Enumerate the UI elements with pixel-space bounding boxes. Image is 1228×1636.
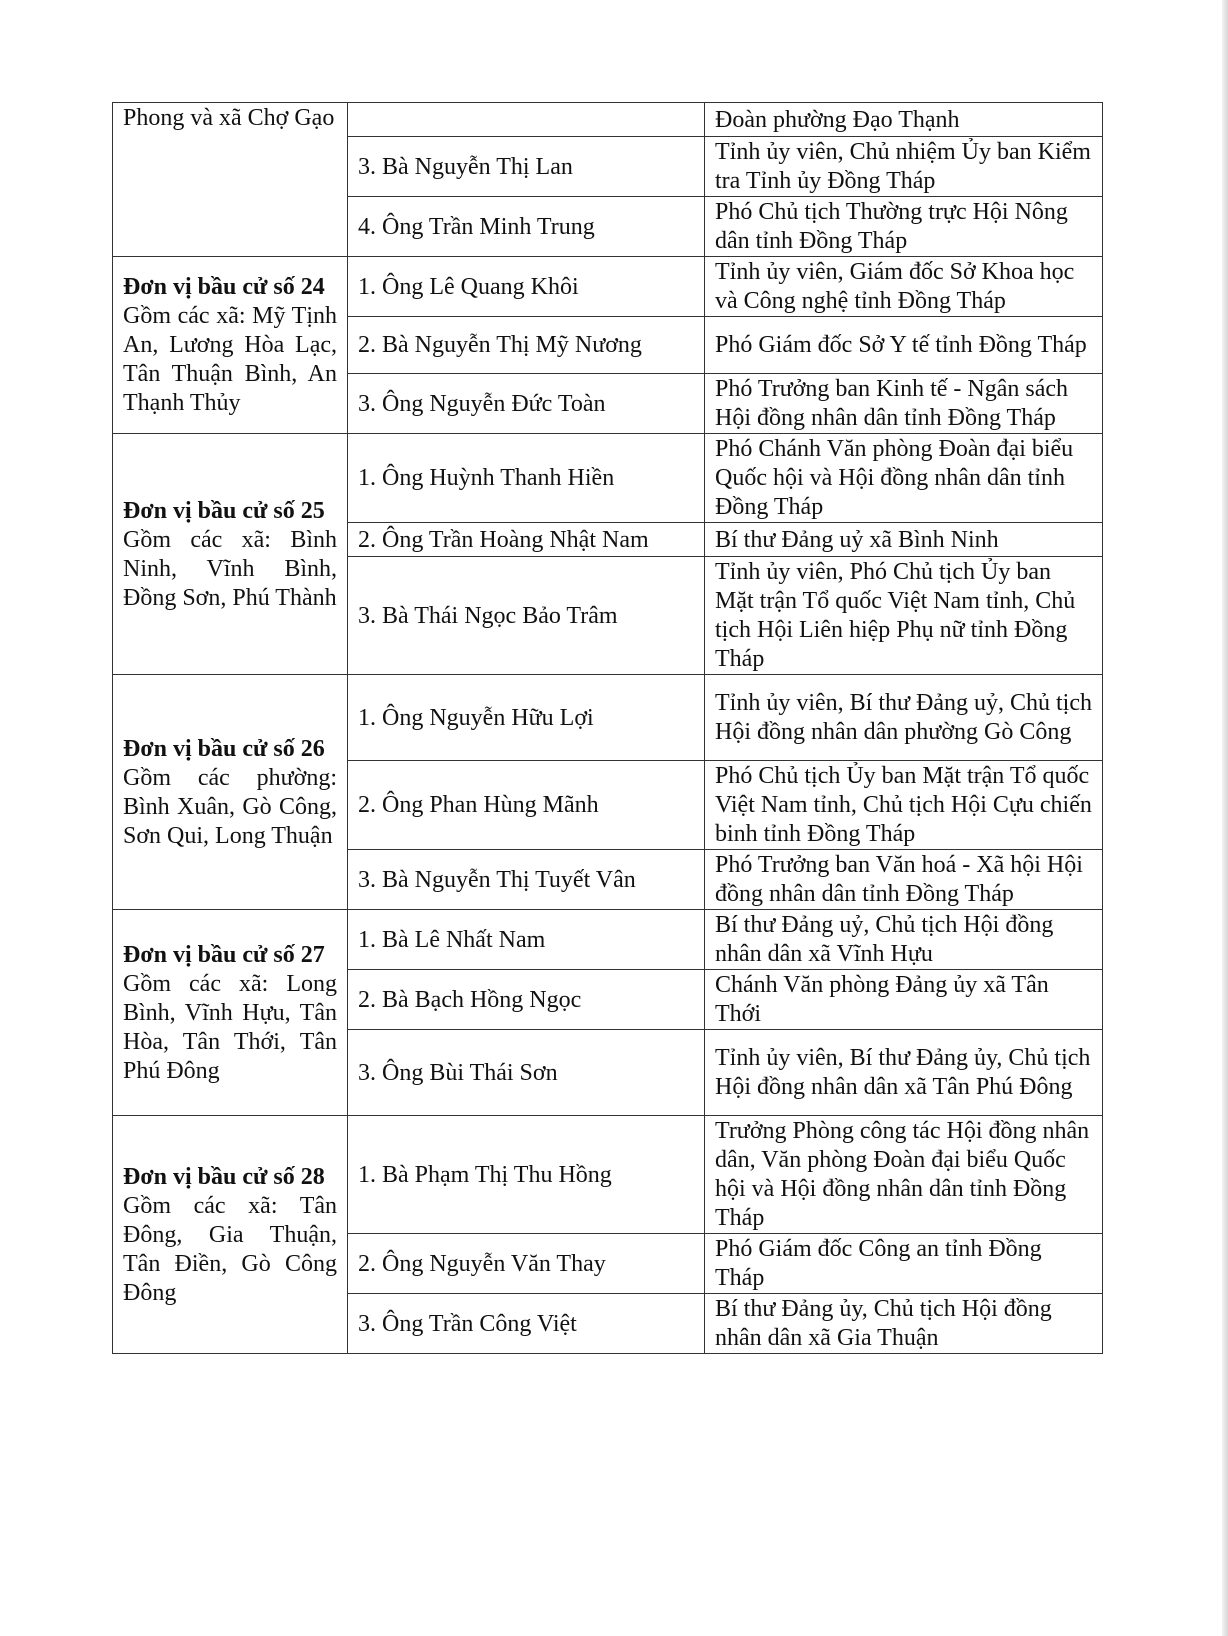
table-row — [113, 1116, 1103, 1234]
candidate-position: Phó Chủ tịch Thường trực Hội Nông dân tỉnh Đồng Tháp — [705, 197, 1103, 257]
constituency-description: Gồm các xã: Tân Đông, Gia Thuận, Tân Điền, Gò Công Đông — [123, 1192, 337, 1306]
candidate-name: 3. Bà Nguyễn Thị Lan — [348, 137, 705, 197]
candidate-position: Phó Chánh Văn phòng Đoàn đại biểu Quốc hội và Hội đồng nhân dân tỉnh Đồng Tháp — [705, 434, 1103, 523]
constituency-description: Phong và xã Chợ Gạo — [123, 105, 335, 131]
candidate-position: Bí thư Đảng ủy, Chủ tịch Hội đồng nhân dân xã Gia Thuận — [705, 1294, 1103, 1354]
candidate-name: 3. Ông Nguyễn Đức Toàn — [348, 374, 705, 434]
constituency-description: Gồm các xã: Bình Ninh, Vĩnh Bình, Đồng Sơn, Phú Thành — [123, 526, 337, 611]
constituency-title: Đơn vị bầu cử số 24 — [123, 274, 325, 300]
constituency-cell — [113, 675, 348, 910]
constituency-description: Gồm các phường: Bình Xuân, Gò Công, Sơn Qui, Long Thuận — [123, 764, 337, 849]
table-row — [113, 675, 1103, 761]
candidate-name: 2. Ông Trần Hoàng Nhật Nam — [348, 523, 705, 557]
candidate-position: Tỉnh ủy viên, Phó Chủ tịch Ủy ban Mặt trận Tổ quốc Việt Nam tỉnh, Chủ tịch Hội Liên hiệp Phụ nữ tỉnh Đồng Tháp — [705, 557, 1103, 675]
candidate-name: 1. Bà Lê Nhất Nam — [348, 910, 705, 970]
candidate-name: 1. Bà Phạm Thị Thu Hồng — [348, 1116, 705, 1234]
constituency-title: Đơn vị bầu cử số 27 — [123, 941, 325, 968]
candidate-position: Phó Chủ tịch Ủy ban Mặt trận Tổ quốc Việt Nam tỉnh, Chủ tịch Hội Cựu chiến binh tỉnh Đồng Tháp — [705, 761, 1103, 850]
candidate-position: Phó Giám đốc Sở Y tế tỉnh Đồng Tháp — [705, 317, 1103, 374]
constituency-title: Đơn vị bầu cử số 25 — [123, 497, 325, 524]
constituency-title: Đơn vị bầu cử số 28 — [123, 1163, 325, 1190]
candidate-position: Đoàn phường Đạo Thạnh — [705, 103, 1103, 137]
candidate-name: 1. Ông Huỳnh Thanh Hiền — [348, 434, 705, 523]
candidate-name — [348, 103, 705, 137]
constituency-cell — [113, 103, 348, 257]
candidate-name: 2. Ông Phan Hùng Mãnh — [348, 761, 705, 850]
table-row — [113, 257, 1103, 317]
candidate-name: 3. Bà Nguyễn Thị Tuyết Vân — [348, 850, 705, 910]
candidate-name: 1. Ông Nguyễn Hữu Lợi — [348, 675, 705, 761]
candidate-position: Bí thư Đảng uỷ, Chủ tịch Hội đồng nhân dân xã Vĩnh Hựu — [705, 910, 1103, 970]
candidate-name: 3. Ông Trần Công Việt — [348, 1294, 705, 1354]
constituency-cell — [113, 1116, 348, 1354]
candidate-name: 2. Ông Nguyễn Văn Thay — [348, 1234, 705, 1294]
constituency-description: Gồm các xã: Mỹ Tịnh An, Lương Hòa Lạc, Tân Thuận Bình, An Thạnh Thủy — [123, 303, 337, 416]
candidate-name: 1. Ông Lê Quang Khôi — [348, 257, 705, 317]
candidate-position: Phó Trưởng ban Văn hoá - Xã hội Hội đồng nhân dân tỉnh Đồng Tháp — [705, 850, 1103, 910]
candidate-name: 2. Bà Nguyễn Thị Mỹ Nương — [348, 317, 705, 374]
table-row — [113, 910, 1103, 970]
constituency-title: Đơn vị bầu cử số 26 — [123, 735, 325, 762]
constituency-cell — [113, 910, 348, 1116]
candidate-position: Trưởng Phòng công tác Hội đồng nhân dân, Văn phòng Đoàn đại biểu Quốc hội và Hội đồng nhân dân tỉnh Đồng Tháp — [705, 1116, 1103, 1234]
candidate-position: Chánh Văn phòng Đảng ủy xã Tân Thới — [705, 970, 1103, 1030]
candidate-name: 3. Bà Thái Ngọc Bảo Trâm — [348, 557, 705, 675]
table-row — [113, 103, 1103, 137]
constituency-description: Gồm các xã: Long Bình, Vĩnh Hựu, Tân Hòa, Tân Thới, Tân Phú Đông — [123, 970, 337, 1084]
candidate-name: 3. Ông Bùi Thái Sơn — [348, 1030, 705, 1116]
page-edge-shadow — [1222, 0, 1228, 1636]
candidate-position: Tỉnh ủy viên, Bí thư Đảng ủy, Chủ tịch Hội đồng nhân dân xã Tân Phú Đông — [705, 1030, 1103, 1116]
candidate-position: Bí thư Đảng uỷ xã Bình Ninh — [705, 523, 1103, 557]
constituency-cell — [113, 257, 348, 434]
candidate-table — [112, 102, 1103, 1354]
candidate-name: 2. Bà Bạch Hồng Ngọc — [348, 970, 705, 1030]
candidate-position: Phó Giám đốc Công an tỉnh Đồng Tháp — [705, 1234, 1103, 1294]
constituency-cell — [113, 434, 348, 675]
candidate-position: Tỉnh ủy viên, Bí thư Đảng uỷ, Chủ tịch Hội đồng nhân dân phường Gò Công — [705, 675, 1103, 761]
table-row — [113, 434, 1103, 523]
candidate-name: 4. Ông Trần Minh Trung — [348, 197, 705, 257]
candidate-position: Tỉnh ủy viên, Chủ nhiệm Ủy ban Kiểm tra Tỉnh ủy Đồng Tháp — [705, 137, 1103, 197]
candidate-position: Phó Trưởng ban Kinh tế - Ngân sách Hội đồng nhân dân tỉnh Đồng Tháp — [705, 374, 1103, 434]
candidate-position: Tỉnh ủy viên, Giám đốc Sở Khoa học và Công nghệ tỉnh Đồng Tháp — [705, 257, 1103, 317]
